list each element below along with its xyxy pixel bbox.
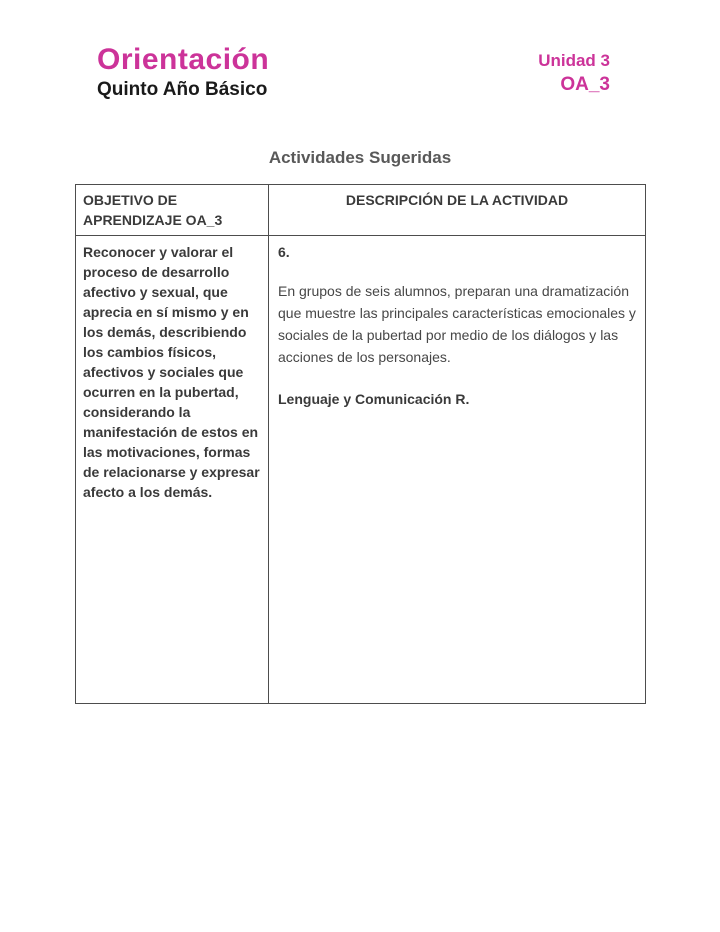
activities-table <box>75 184 646 704</box>
document-header <box>97 42 610 102</box>
page-title: Actividades Sugeridas <box>268 148 452 167</box>
objective-cell: Reconocer y valorar el proceso de desarrollo afectivo y sexual, que aprecia en sí mismo y en los demás, describiendo los cambios físicos, afectivos y sociales que ocurren en la pubertad, considerando la manifestación de estos en las motivaciones, formas de relacionarse y expresar afecto a los demás. <box>76 236 269 704</box>
grade-subtitle: Quinto Año Básico <box>97 79 268 100</box>
description-column-header: DESCRIPCIÓN DE LA ACTIVIDAD <box>269 185 646 236</box>
unit-label: Unidad 3 <box>538 51 610 70</box>
activity-number: 6. <box>278 244 290 260</box>
activity-description: En grupos de seis alumnos, preparan una dramatización que muestre las principales características emocionales y sociales de la pubertad por medio de los diálogos y las acciones de los personajes. <box>278 283 636 365</box>
table-body-row <box>76 236 646 704</box>
activity-subject-reference: Lenguaje y Comunicación R. <box>278 391 470 407</box>
oa-label: OA_3 <box>560 74 610 95</box>
activity-cell <box>269 236 646 704</box>
objective-column-header: OBJETIVO DE APRENDIZAJE OA_3 <box>76 185 269 236</box>
subject-title: Orientación <box>97 43 270 76</box>
header-right-block <box>538 42 610 98</box>
header-left-block <box>97 42 269 102</box>
table-header-row <box>76 185 646 236</box>
